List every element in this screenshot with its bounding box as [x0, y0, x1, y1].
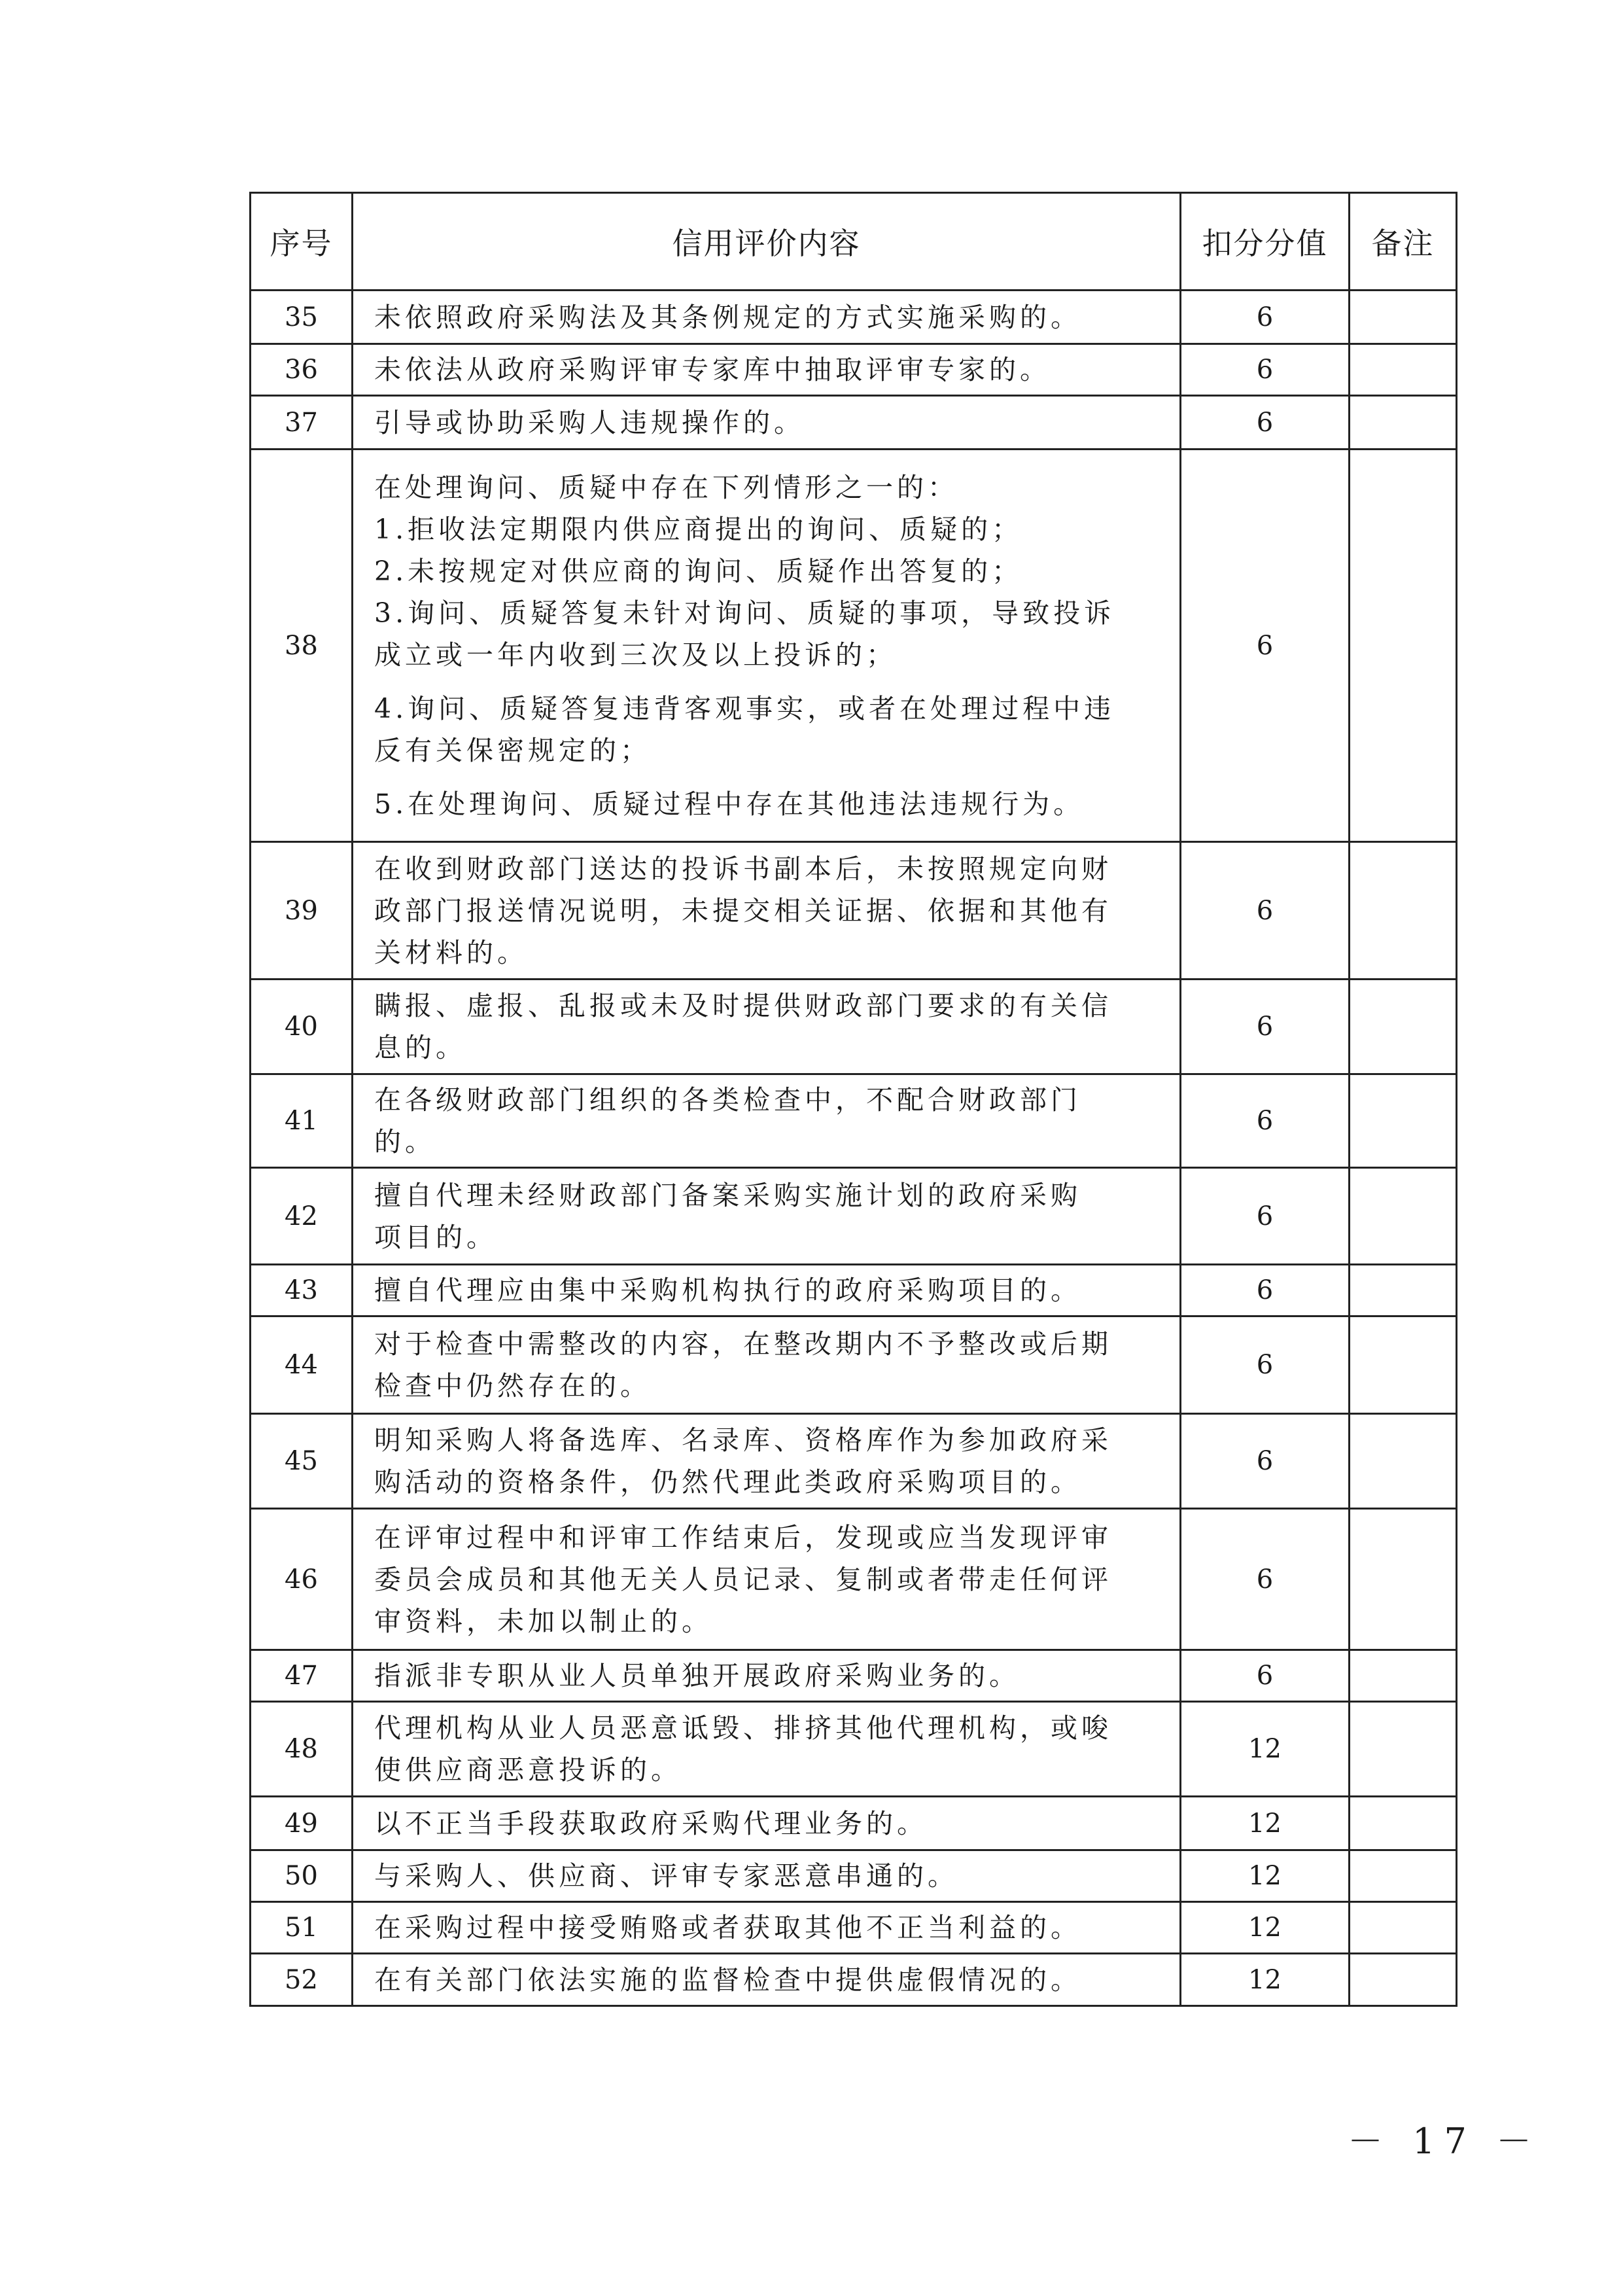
row-remark — [1350, 344, 1457, 396]
row-content — [353, 1168, 1181, 1265]
table-row — [251, 1902, 1457, 1954]
row-deduction-score: 6 — [1181, 291, 1350, 344]
row-deduction-score: 12 — [1181, 1797, 1350, 1850]
credit-evaluation-table — [249, 192, 1457, 2007]
row-remark — [1350, 1650, 1457, 1702]
content-line: 擅自代理未经财政部门备案采购实施计划的政府采购 — [374, 1179, 1081, 1211]
table-row — [251, 291, 1457, 344]
row-deduction-score: 6 — [1181, 1265, 1350, 1316]
row-content — [353, 1265, 1181, 1316]
header-credit-content: 信用评价内容 — [353, 193, 1181, 291]
header-deduction-score: 扣分分值 — [1181, 193, 1350, 291]
table-row — [251, 1265, 1457, 1316]
row-content — [353, 842, 1181, 980]
content-line: 对于检查中需整改的内容，在整改期内不予整改或后期 — [374, 1328, 1112, 1360]
content-line: 未依法从政府采购评审专家库中抽取评审专家的。 — [374, 354, 1051, 385]
content-line: 与采购人、供应商、评审专家恶意串通的。 — [374, 1860, 958, 1892]
row-remark — [1350, 1902, 1457, 1954]
content-line: 未依照政府采购法及其条例规定的方式实施采购的。 — [374, 301, 1081, 333]
row-deduction-score: 6 — [1181, 1414, 1350, 1509]
header-serial-number: 序号 — [251, 193, 353, 291]
row-content — [353, 1414, 1181, 1509]
row-content — [353, 291, 1181, 344]
row-serial-number: 43 — [251, 1265, 353, 1316]
table-row — [251, 1850, 1457, 1902]
row-serial-number: 45 — [251, 1414, 353, 1509]
content-line: 在处理询问、质疑中存在下列情形之一的： — [374, 471, 958, 503]
content-line: 5.在处理询问、质疑过程中存在其他违法违规行为。 — [374, 788, 1085, 820]
table-row — [251, 1954, 1457, 2006]
row-remark — [1350, 1074, 1457, 1168]
table-body — [251, 291, 1457, 2006]
row-serial-number: 49 — [251, 1797, 353, 1850]
content-line: 瞒报、虚报、乱报或未及时提供财政部门要求的有关信 — [374, 990, 1112, 1021]
row-deduction-score: 6 — [1181, 842, 1350, 980]
row-serial-number: 42 — [251, 1168, 353, 1265]
table-row — [251, 450, 1457, 842]
content-line: 在各级财政部门组织的各类检查中，不配合财政部门 — [374, 1084, 1081, 1116]
row-deduction-score: 6 — [1181, 1650, 1350, 1702]
row-serial-number: 37 — [251, 396, 353, 450]
content-line: 购活动的资格条件，仍然代理此类政府采购项目的。 — [374, 1466, 1081, 1498]
row-deduction-score: 12 — [1181, 1902, 1350, 1954]
content-line: 在收到财政部门送达的投诉书副本后，未按照规定向财 — [374, 853, 1112, 885]
table-row — [251, 344, 1457, 396]
row-deduction-score: 6 — [1181, 1509, 1350, 1650]
row-serial-number: 48 — [251, 1702, 353, 1797]
row-serial-number: 36 — [251, 344, 353, 396]
content-line: 以不正当手段获取政府采购代理业务的。 — [374, 1807, 928, 1839]
row-serial-number: 51 — [251, 1902, 353, 1954]
row-remark — [1350, 1316, 1457, 1414]
table-row — [251, 1316, 1457, 1414]
table-row — [251, 1414, 1457, 1509]
content-line: 息的。 — [374, 1032, 466, 1063]
content-line: 3.询问、质疑答复未针对询问、质疑的事项，导致投诉 — [374, 597, 1115, 629]
row-content — [353, 1902, 1181, 1954]
row-content — [353, 1850, 1181, 1902]
row-remark — [1350, 450, 1457, 842]
page-number: － 17 － — [1348, 2121, 1541, 2162]
content-line: 明知采购人将备选库、名录库、资格库作为参加政府采 — [374, 1424, 1112, 1456]
row-deduction-score: 12 — [1181, 1954, 1350, 2006]
table-row — [251, 1797, 1457, 1850]
row-remark — [1350, 842, 1457, 980]
content-line: 成立或一年内收到三次及以上投诉的； — [374, 639, 897, 671]
row-content — [353, 980, 1181, 1074]
row-remark — [1350, 1797, 1457, 1850]
row-deduction-score: 6 — [1181, 1074, 1350, 1168]
content-line: 4.询问、质疑答复违背客观事实，或者在处理过程中违 — [374, 692, 1115, 724]
row-deduction-score: 12 — [1181, 1702, 1350, 1797]
row-remark — [1350, 291, 1457, 344]
table-row — [251, 1074, 1457, 1168]
row-serial-number: 44 — [251, 1316, 353, 1414]
content-line: 委员会成员和其他无关人员记录、复制或者带走任何评 — [374, 1563, 1112, 1595]
content-line: 的。 — [374, 1126, 436, 1157]
content-line: 2.未按规定对供应商的询问、质疑作出答复的； — [374, 555, 1023, 587]
table-row — [251, 396, 1457, 450]
row-remark — [1350, 396, 1457, 450]
table-row — [251, 1702, 1457, 1797]
row-deduction-score: 6 — [1181, 1168, 1350, 1265]
row-serial-number: 52 — [251, 1954, 353, 2006]
row-deduction-score: 12 — [1181, 1850, 1350, 1902]
row-remark — [1350, 1850, 1457, 1902]
content-line: 在采购过程中接受贿赂或者获取其他不正当利益的。 — [374, 1912, 1081, 1943]
row-content — [353, 450, 1181, 842]
row-remark — [1350, 1168, 1457, 1265]
row-content — [353, 1316, 1181, 1414]
row-serial-number: 41 — [251, 1074, 353, 1168]
row-remark — [1350, 1265, 1457, 1316]
row-deduction-score: 6 — [1181, 344, 1350, 396]
content-line: 代理机构从业人员恶意诋毁、排挤其他代理机构，或唆 — [374, 1712, 1112, 1744]
table-row — [251, 842, 1457, 980]
table-row — [251, 1168, 1457, 1265]
content-line: 审资料，未加以制止的。 — [374, 1605, 712, 1637]
content-line: 在评审过程中和评审工作结束后，发现或应当发现评审 — [374, 1521, 1112, 1553]
row-deduction-score: 6 — [1181, 396, 1350, 450]
table-row — [251, 1650, 1457, 1702]
row-remark — [1350, 980, 1457, 1074]
table-row — [251, 980, 1457, 1074]
content-line: 关材料的。 — [374, 936, 528, 968]
content-line: 引导或协助采购人违规操作的。 — [374, 406, 805, 438]
row-serial-number: 46 — [251, 1509, 353, 1650]
row-serial-number: 50 — [251, 1850, 353, 1902]
table-header-row — [251, 193, 1457, 291]
row-serial-number: 39 — [251, 842, 353, 980]
content-line: 检查中仍然存在的。 — [374, 1370, 651, 1402]
row-serial-number: 38 — [251, 450, 353, 842]
row-content — [353, 1954, 1181, 2006]
content-line: 1.拒收法定期限内供应商提出的询问、质疑的； — [374, 513, 1023, 545]
row-content — [353, 344, 1181, 396]
row-deduction-score: 6 — [1181, 450, 1350, 842]
row-serial-number: 47 — [251, 1650, 353, 1702]
header-remark: 备注 — [1350, 193, 1457, 291]
content-line: 擅自代理应由集中采购机构执行的政府采购项目的。 — [374, 1275, 1081, 1306]
row-remark — [1350, 1954, 1457, 2006]
row-remark — [1350, 1509, 1457, 1650]
row-content — [353, 1074, 1181, 1168]
row-content — [353, 1509, 1181, 1650]
content-line: 在有关部门依法实施的监督检查中提供虚假情况的。 — [374, 1964, 1081, 1996]
row-remark — [1350, 1414, 1457, 1509]
row-content — [353, 396, 1181, 450]
content-line: 政部门报送情况说明，未提交相关证据、依据和其他有 — [374, 894, 1112, 927]
table-row — [251, 1509, 1457, 1650]
row-content — [353, 1797, 1181, 1850]
content-line: 反有关保密规定的； — [374, 734, 651, 766]
content-line: 使供应商恶意投诉的。 — [374, 1754, 682, 1786]
row-deduction-score: 6 — [1181, 1316, 1350, 1414]
row-content — [353, 1702, 1181, 1797]
content-line: 指派非专职从业人员单独开展政府采购业务的。 — [374, 1660, 1020, 1691]
row-content — [353, 1650, 1181, 1702]
row-remark — [1350, 1702, 1457, 1797]
row-serial-number: 40 — [251, 980, 353, 1074]
row-serial-number: 35 — [251, 291, 353, 344]
content-line: 项目的。 — [374, 1221, 497, 1253]
row-deduction-score: 6 — [1181, 980, 1350, 1074]
